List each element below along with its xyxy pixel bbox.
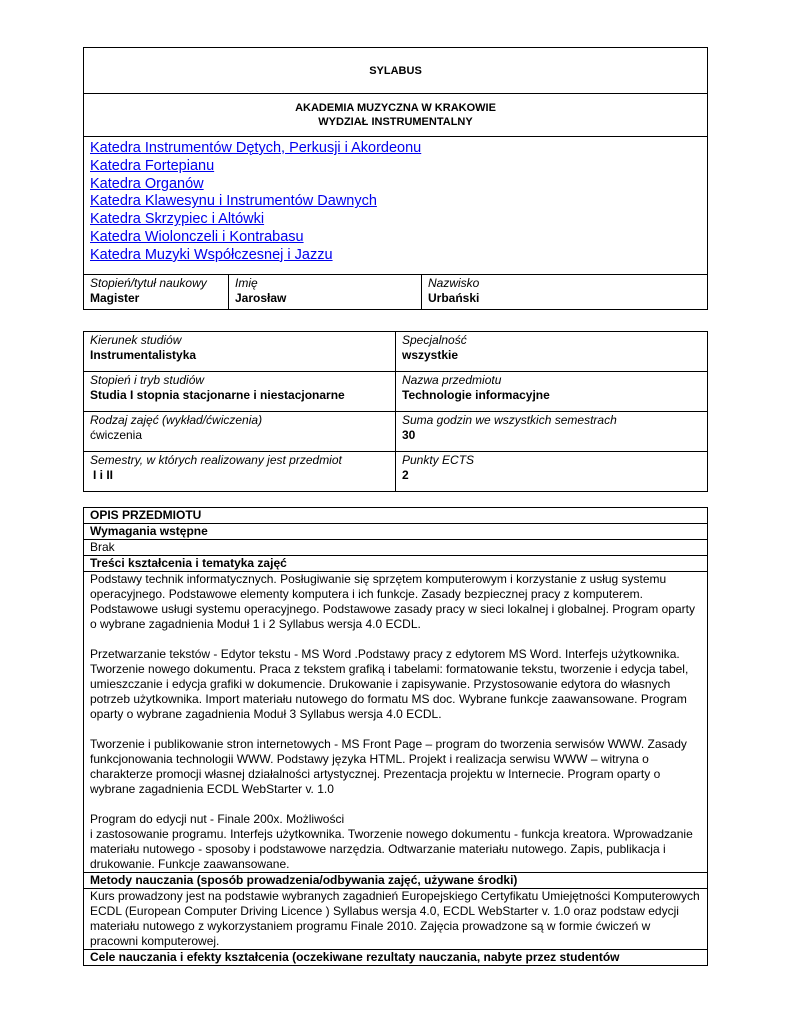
degree-value: Magister [90, 291, 140, 305]
content-paragraph: Przetwarzanie tekstów - Edytor tekstu - MS Word .Podstawy pracy z edytorem MS Word. Interfejs użytkownika. Tworzenie nowego dokumentu. Praca z tekstem grafiką i tabelami: formatowanie tekstu, tworzenie i edycja tabel, umieszczanie i edycja grafiki w dokumencie. Drukowanie i zapisywanie. Przystosowanie edytora do własnych potrzeb użytkownika. Import materiału nutowego do formatu MS doc. Wybrane funkcje zaawansowane. Program oparty o wybrane zagadnienia Moduł 3 Syllabus wersja 4.0 ECDL. [90, 647, 689, 721]
faculty-name: WYDZIAŁ INSTRUMENTALNY [318, 116, 473, 128]
content-paragraph: Podstawy technik informatycznych. Posługiwanie się sprzętem komputerowym i korzystanie z usług systemu operacyjnego. Podstawowe elementy komputera i ich funkcje. Zasady bezpiecznej pracy z komputerem. Podstawowe usługi systemu operacyjnego. Podstawowe zasady pracy w sieci lokalnej i globalnej. Program oparty o wybrane zagadnienia Moduł 1 i 2 Syllabus wersja 4.0 ECDL. [90, 572, 695, 631]
semesters-cell [84, 452, 396, 492]
level-cell [84, 372, 396, 412]
specialty-label: Specjalność [402, 333, 467, 347]
department-link[interactable]: Katedra Skrzypiec i Altówki [90, 211, 265, 228]
first-name-label: Imię [235, 276, 258, 290]
field-value: Instrumentalistyka [90, 348, 197, 362]
ects-cell [396, 452, 708, 492]
subject-value: Technologie informacyjne [402, 388, 550, 402]
level-label: Stopień i tryb studiów [90, 373, 205, 387]
class-type-value: ćwiczenia [90, 428, 143, 442]
subject-label: Nazwa przedmiotu [402, 373, 502, 387]
methods-text: Kurs prowadzony jest na podstawie wybranych zagadnień Europejskiego Certyfikatu Umiejętności Komputerowych ECDL (European Computer Driving Licence ) Syllabus wersja 4.0, ECDL WebStarter v. 1.0 oraz podstaw edycji materiału nutowego z wykorzystaniem programu Finale 2010. Zajęcia prowadzone są w formie ćwiczeń w pracowni komputerowej. [84, 889, 708, 950]
description-section-title: OPIS PRZEDMIOTU [84, 508, 708, 524]
last-name-label: Nazwisko [428, 276, 480, 290]
department-link[interactable]: Katedra Fortepianu [90, 157, 215, 174]
first-name-cell [229, 275, 422, 310]
prerequisites-text: Brak [84, 540, 708, 556]
level-value: Studia I stopnia stacjonarne i niestacjonarne [90, 388, 345, 402]
department-link[interactable]: Katedra Klawesynu i Instrumentów Dawnych [90, 193, 377, 210]
content-paragraph: Program do edycji nut - Finale 200x. Możliwości [90, 812, 345, 826]
specialty-cell [396, 332, 708, 372]
content-paragraph: Tworzenie i publikowanie stron internetowych - MS Front Page – program do tworzenia serwisów WWW. Zasady funkcjonowania technologii WWW. Podstawy języka HTML. Projekt i realizacja serwisu WWW – witryna o charakterze promocji własnej działalności artystycznej. Prezentacja projektu w Internecie. Program oparty o wybrane zagadnienia ECDL WebStarter v. 1.0 [90, 737, 687, 796]
academy-header [84, 94, 708, 137]
course-info-table [83, 331, 708, 492]
methods-heading: Metody nauczania (sposób prowadzenia/odbywania zajęć, używane środki) [84, 873, 708, 889]
goals-heading: Cele nauczania i efekty kształcenia (oczekiwane rezultaty nauczania, nabyte przez studentów [84, 950, 708, 966]
hours-value: 30 [402, 428, 416, 442]
semesters-value: I i II [93, 468, 114, 482]
department-link[interactable]: Katedra Muzyki Współczesnej i Jazzu [90, 246, 333, 263]
subject-cell [396, 372, 708, 412]
degree-cell [84, 275, 229, 310]
content-heading: Treści kształcenia i tematyka zajęć [84, 556, 708, 572]
department-list [84, 137, 708, 275]
class-type-cell [84, 412, 396, 452]
hours-cell [396, 412, 708, 452]
syllabus-title: SYLABUS [84, 48, 708, 94]
degree-label: Stopień/tytuł naukowy [90, 276, 207, 290]
field-cell [84, 332, 396, 372]
content-body [84, 572, 708, 873]
last-name-cell [422, 275, 708, 310]
first-name-value: Jarosław [235, 291, 287, 305]
hours-label: Suma godzin we wszystkich semestrach [402, 413, 617, 427]
academy-name: AKADEMIA MUZYCZNA W KRAKOWIE [295, 102, 496, 114]
class-type-label: Rodzaj zajęć (wykład/ćwiczenia) [90, 413, 263, 427]
semesters-label: Semestry, w których realizowany jest przedmiot [90, 453, 342, 467]
header-table [83, 47, 708, 310]
department-link[interactable]: Katedra Wiolonczeli i Kontrabasu [90, 228, 304, 245]
last-name-value: Urbański [428, 291, 480, 305]
department-link[interactable]: Katedra Organów [90, 175, 204, 192]
ects-value: 2 [402, 468, 409, 482]
ects-label: Punkty ECTS [402, 453, 475, 467]
description-table [83, 507, 708, 966]
specialty-value: wszystkie [402, 348, 459, 362]
content-paragraph: i zastosowanie programu. Interfejs użytkownika. Tworzenie nowego dokumentu - funkcja kreatora. Wprowadzanie materiału nutowego - sposoby i podstawowe narzędzia. Odtwarzanie materiału nutowego. Zapis, publikacja i drukowanie. Funkcje zaawansowane. [90, 827, 693, 871]
field-label: Kierunek studiów [90, 333, 182, 347]
prerequisites-heading: Wymagania wstępne [84, 524, 708, 540]
department-link[interactable]: Katedra Instrumentów Dętych, Perkusji i Akordeonu [90, 140, 422, 156]
